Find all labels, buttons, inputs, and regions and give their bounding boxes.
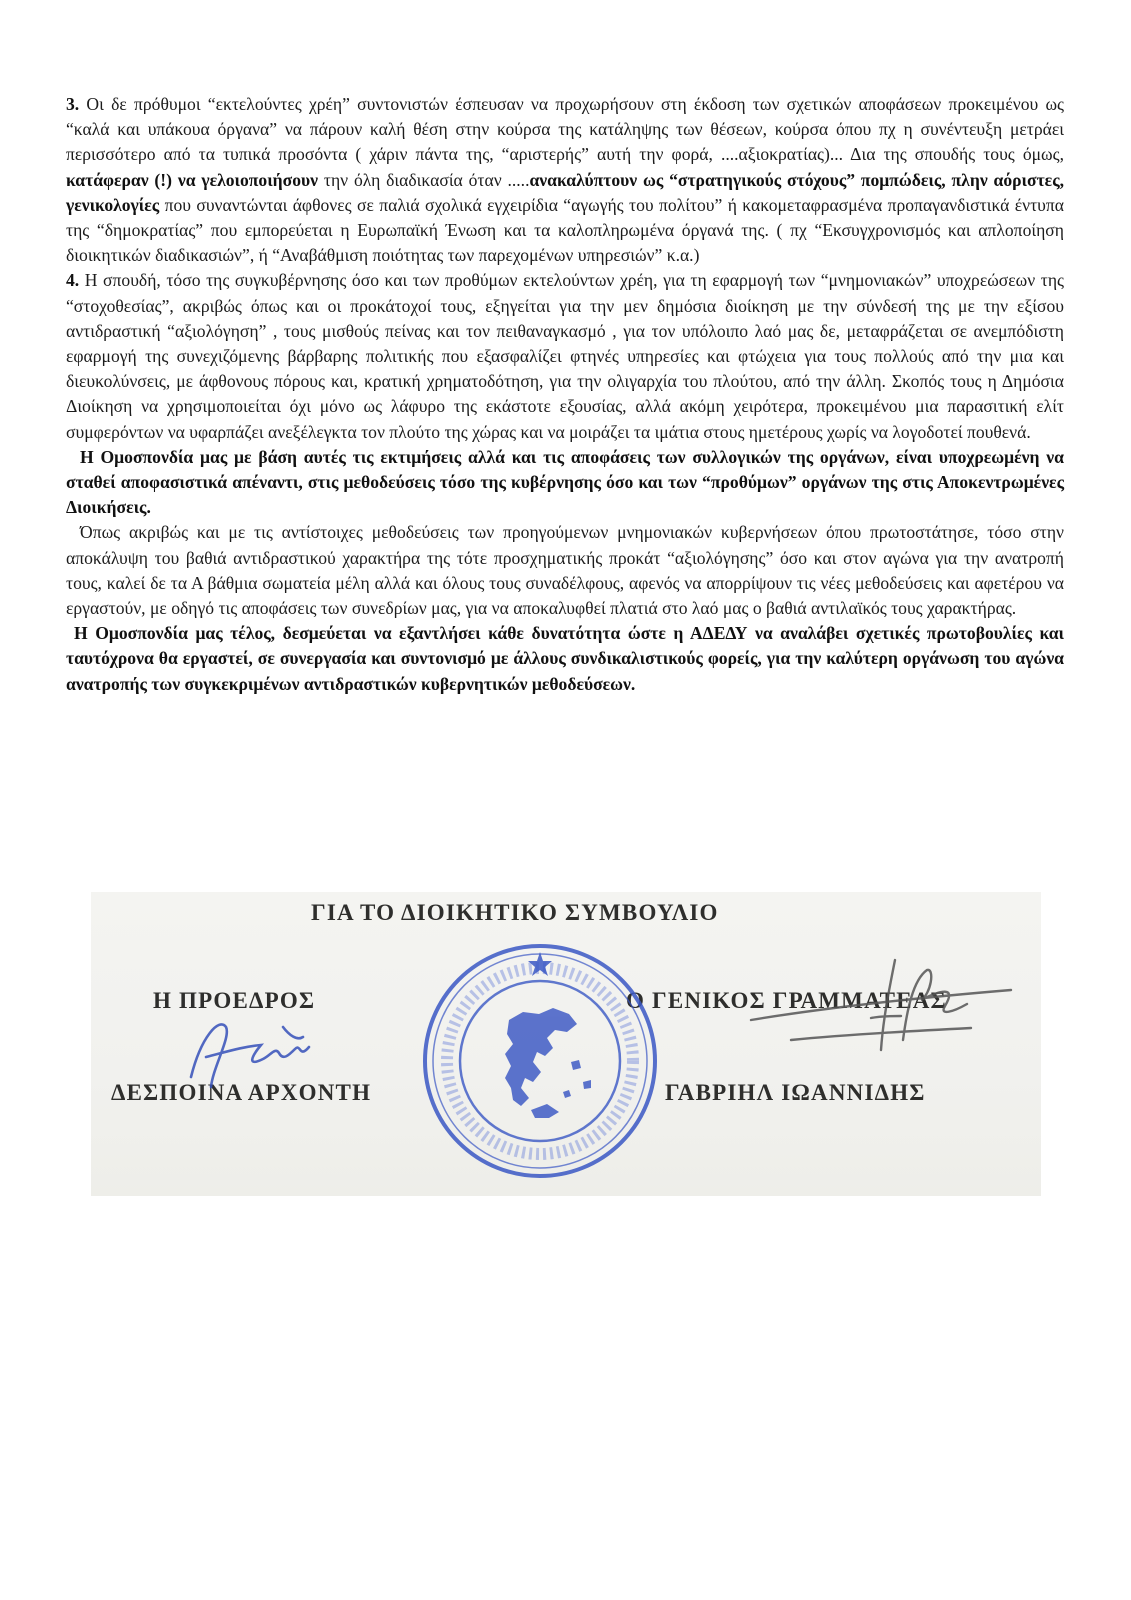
paragraph-4: 4. Η σπουδή, τόσο της συγκυβέρνησης όσο και των προθύμων εκτελούντων χρέη, για τη εφαρμογή των “μνημονιακών” υποχρεώσεων της “στοχοθεσίας”, ακριβώς όπως και οι προκάτοχοί τους, εξηγείται για την μεν δημόσια διοίκηση με την σύνδεσή της με την εξίσου αντιδραστική “αξιολόγηση” , τους μισθούς πείνας και τον πειθαναγκασμό , για τον υπόλοιπο λαό μας δε, μεταφράζεται σε ανεμπόδιστη εφαρμογή της συνεχιζόμενης βάρβαρης πολιτικής που εξασφαλίζει φτηνές υπηρεσίες και φτώχεια για τους πολλούς από την μια και διευκολύνσεις, με άφθονους πόρους και, κρατική χρηματοδότηση, για την ολιγαρχία του πλούτου, από την άλλη. Σκοπός τους η Δημόσια Διοίκηση να χρησιμοποιείται όχι μόνο ως λάφυρο της εκάστοτε εξουσίας, αλλά ακόμη χειρότερα, προκειμένου μια παρασιτική ελίτ συμφερόντων να υφαρπάζει ανεξέλεγκτα τον πλούτο της χώρας και να μοιράζει τα ιμάτια στους ημετέρους χωρίς να λογοδοτεί πουθενά.	[66, 270, 1064, 442]
president-name: ΔΕΣΠΟΙΝΑ ΑΡΧΟΝΤΗ	[111, 1080, 372, 1105]
president-role: Η ΠΡΟΕΔΡΟΣ	[153, 988, 316, 1013]
signature-block	[91, 892, 1041, 1196]
secretary-name: ΓΑΒΡΙΗΛ ΙΩΑΝΝΙΔΗΣ	[665, 1080, 926, 1105]
paragraph-number: 4.	[66, 270, 80, 291]
paragraph-3: 3. Οι δε πρόθυμοι “εκτελούντες χρέη” συντονιστών έσπευσαν να προχωρήσουν στη έκδοση των σχετικών αποφάσεων προκειμένου ως “καλά και υπάκουα όργανα” να πάρουν καλή θέση στην κούρσα της κατάληψης των θέσεων, κούρσα όπου πχ η συνέντευξη μετράει περισσότερο από τα τυπικά προσόντα ( χάριν πάντα της, “αριστερής” αυτή την φορά, ....αξιοκρατίας)... Δια της σπουδής τους όμως, κατάφεραν (!) να γελοιοποιήσουν την όλη διαδικασία όταν .....ανακαλύπτουν ως “στρατηγικούς στόχους” πομπώδεις, πλην αόριστες, γενικολογίες που συναντώνται άφθονες σε παλιά σχολικά εγχειρίδια “αγωγής του πολίτου” ή κακομεταφρασμένα προπαγανδιστικά έντυπα της “δημοκρατίας” που εμπορεύεται η Ευρωπαϊκή Ένωση και τα καλοπληρωμένα όργανά της. ( πχ “Εκσυγχρονισμός και απλοποίηση διοικητικών διαδικασιών”, ή “Αναβάθμιση ποιότητας των παρεχομένων υπηρεσιών” κ.α.)	[66, 94, 1065, 266]
board-title: ΓΙΑ ΤΟ ΔΙΟΙΚΗΤΙΚΟ ΣΥΜΒΟΥΛΙΟ	[311, 900, 719, 925]
paragraph-federation-position: Η Ομοσπονδία μας με βάση αυτές τις εκτιμήσεις αλλά και τις αποφάσεις των συλλογικών της οργάνων, είναι υποχρεωμένη να σταθεί αποφασιστικά απέναντι, στις μεθοδεύσεις τόσο της κυβέρνησης όσο και των “προθύμων” οργάνων της στις Αποκεντρωμένες Διοικήσεις.	[66, 446, 1064, 518]
president-signature-icon	[171, 997, 331, 1097]
paragraph-call-to-action: Όπως ακριβώς και με τις αντίστοιχες μεθοδεύσεις των προηγούμενων μνημονιακών κυβερνήσεων όπου πρωτοστάτησε, τόσο στην αποκάλυψη του βαθιά αντιδραστικού χαρακτήρα της τότε προσχηματικής προκάτ “αξιολόγησης” όσο και στον αγώνα για την ανατροπή τους, καλεί δε τα Α βάθμια σωματεία μέλη αλλά και όλους τους συναδέλφους, αφενός να απορρίψουν τις νέες μεθοδεύσεις και αφετέρου να εργαστούν, με οδηγό τις αποφάσεις των συνεδρίων μας, για να αποκαλυφθεί πλατιά στο λαό μας ο βαθιά αντιλαϊκός τους χαρακτήρας.	[66, 522, 1064, 619]
paragraph-number: 3.	[66, 94, 80, 114]
secretary-role: Ο ΓΕΝΙΚΟΣ ΓΡΑΜΜΑΤΕΑΣ	[626, 988, 947, 1013]
secretary-signature-icon	[731, 950, 1031, 1060]
paragraph-commitment: Η Ομοσπονδία μας τέλος, δεσμεύεται να εξαντλήσει κάθε δυνατότητα ώστε η ΑΔΕΔΥ να αναλάβει σχετικές πρωτοβουλίες και ταυτόχρονα θα εργαστεί, σε συνεργασία και συντονισμό με άλλους συνδικαλιστικούς φορείς, για την καλύτερη οργάνωση του αγώνα ανατροπής των συγκεκριμένων αντιδραστικών κυβερνητικών μεθοδεύσεων.	[66, 623, 1064, 694]
document-body	[66, 92, 1064, 697]
official-stamp-icon	[421, 942, 659, 1180]
greece-map-icon	[505, 1008, 591, 1118]
